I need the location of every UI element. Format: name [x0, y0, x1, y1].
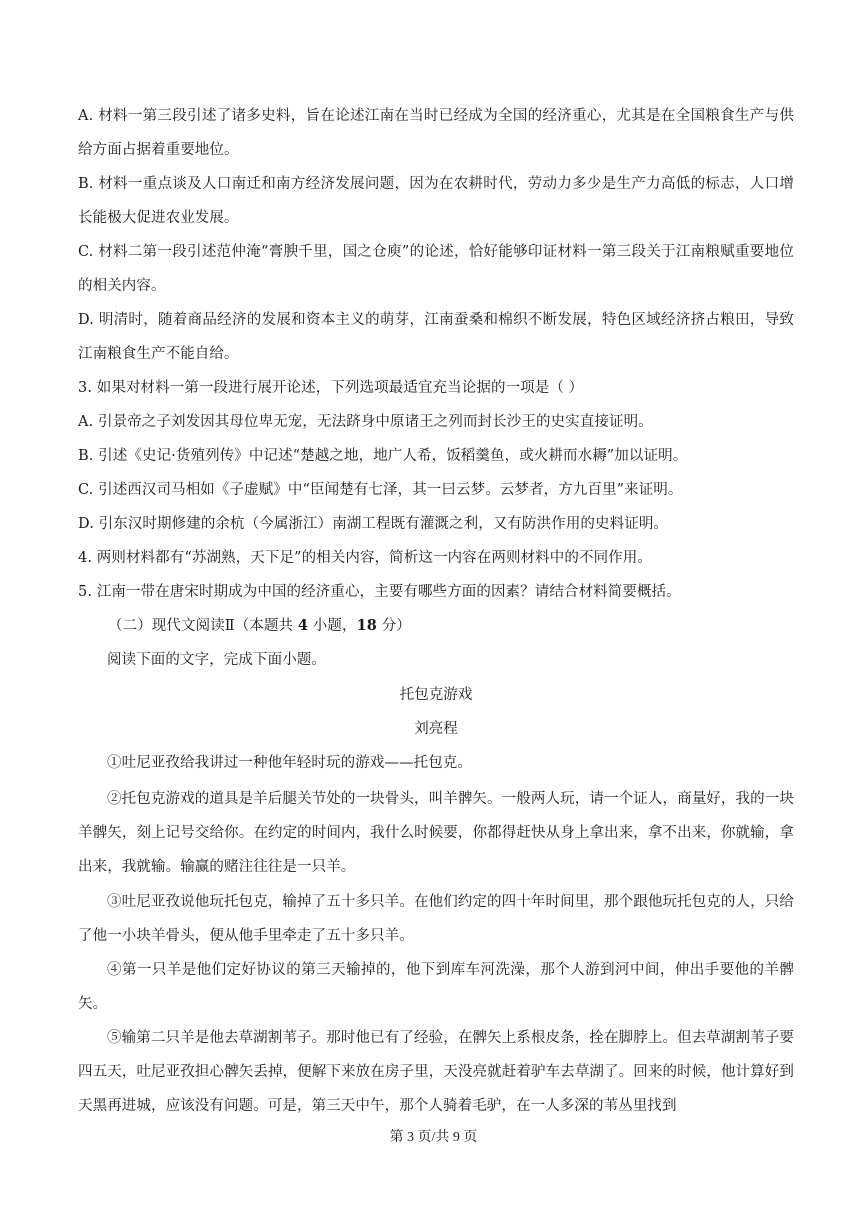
option-3a: A. 引景帝之子刘发因其母位卑无宠，无法跻身中原诸王之列而封长沙王的史实直接证明。	[78, 414, 653, 430]
question-5: 5. 江南一带在唐宋时期成为中国的经济重心，主要有哪些方面的因素？请结合材料简要概括。	[78, 584, 681, 600]
page-footer: 第 3 页/共 9 页	[389, 1130, 478, 1145]
option-3d: D. 引东汉时期修建的余杭（今属浙江）南湖工程既有灌溉之利，又有防洪作用的史料证明。	[78, 516, 669, 532]
question-4: 4. 两则材料都有“苏湖熟，天下足”的相关内容，简析这一内容在两则材料中的不同作用。	[78, 550, 652, 566]
paragraph-4: ④第一只羊是他们定好协议的第三天输掉的，他下到库车河洗澡，那个人游到河中间，伸出手要他的羊髀矢。	[78, 962, 794, 1012]
story-author: 刘亮程	[414, 721, 458, 737]
option-3c: C. 引述西汉司马相如《子虚赋》中“臣闻楚有七泽，其一曰云梦。云梦者，方九百里”来证明。	[78, 482, 683, 498]
paragraph-1: ①吐尼亚孜给我讲过一种他年轻时玩的游戏——托包克。	[107, 755, 472, 771]
paragraph-2: ②托包克游戏的道具是羊后腿关节处的一块骨头，叫羊髀矢。一般两人玩，请一个证人，商量好，我的一块羊髀矢，刻上记号交给你。在约定的时间内，我什么时候要，你都得赶快从身上拿出来，拿不出来，你就输，拿出来，我就输。输赢的赌注往往是一只羊。	[78, 791, 794, 875]
option-2d: D. 明清时，随着商品经济的发展和资本主义的萌芽，江南蚕桑和棉织不断发展，特色区域经济挤占粮田，导致江南粮食生产不能自给。	[78, 312, 794, 362]
option-2c: C. 材料二第一段引述范仲淹“膏腴千里，国之仓庾”的论述，恰好能够印证材料一第三段关于江南粮赋重要地位的相关内容。	[78, 244, 794, 294]
paragraph-3: ③吐尼亚孜说他玩托包克，输掉了五十多只羊。在他们约定的四十年时间里，那个跟他玩托包克的人，只给了他一小块羊骨头，便从他手里牵走了五十多只羊。	[78, 894, 794, 944]
story-title: 托包克游戏	[399, 687, 473, 703]
option-2b: B. 材料一重点谈及人口南迁和南方经济发展问题，因为在农耕时代，劳动力多少是生产力高低的标志，人口增长能极大促进农业发展。	[78, 176, 794, 226]
section-heading	[108, 609, 824, 643]
section-prefix: （二）现代文阅读Ⅱ（本题共	[108, 618, 298, 634]
section-mid: 小题，	[308, 618, 357, 634]
section-score: 18	[356, 617, 377, 634]
option-3b: B. 引述《史记·货殖列传》中记述“楚越之地，地广人希，饭稻羹鱼，或火耕而水耨”加以证明。	[78, 448, 688, 464]
question-3: 3. 如果对材料一第一段进行展开论述，下列选项最适宜充当论据的一项是（ ）	[78, 380, 584, 396]
option-2a: A. 材料一第三段引述了诸多史料，旨在论述江南在当时已经成为全国的经济重心，尤其是在全国粮食生产与供给方面占据着重要地位。	[78, 108, 794, 158]
section-count: 4	[297, 617, 309, 634]
section-suffix: 分）	[376, 618, 411, 634]
reading-instruction: 阅读下面的文字，完成下面小题。	[107, 652, 326, 668]
paragraph-5: ⑤输第二只羊是他去草湖割苇子。那时他已有了经验，在髀矢上系根皮条，拴在脚脖上。但去草湖割苇子要四五天，吐尼亚孜担心髀矢丢掉，便解下来放在房子里，天没亮就赶着驴车去草湖了。回来的时候，他计算好到天黑再进城，应该没有问题。可是，第三天中午，那个人骑着毛驴，在一人多深的苇丛里找到	[78, 1030, 794, 1114]
